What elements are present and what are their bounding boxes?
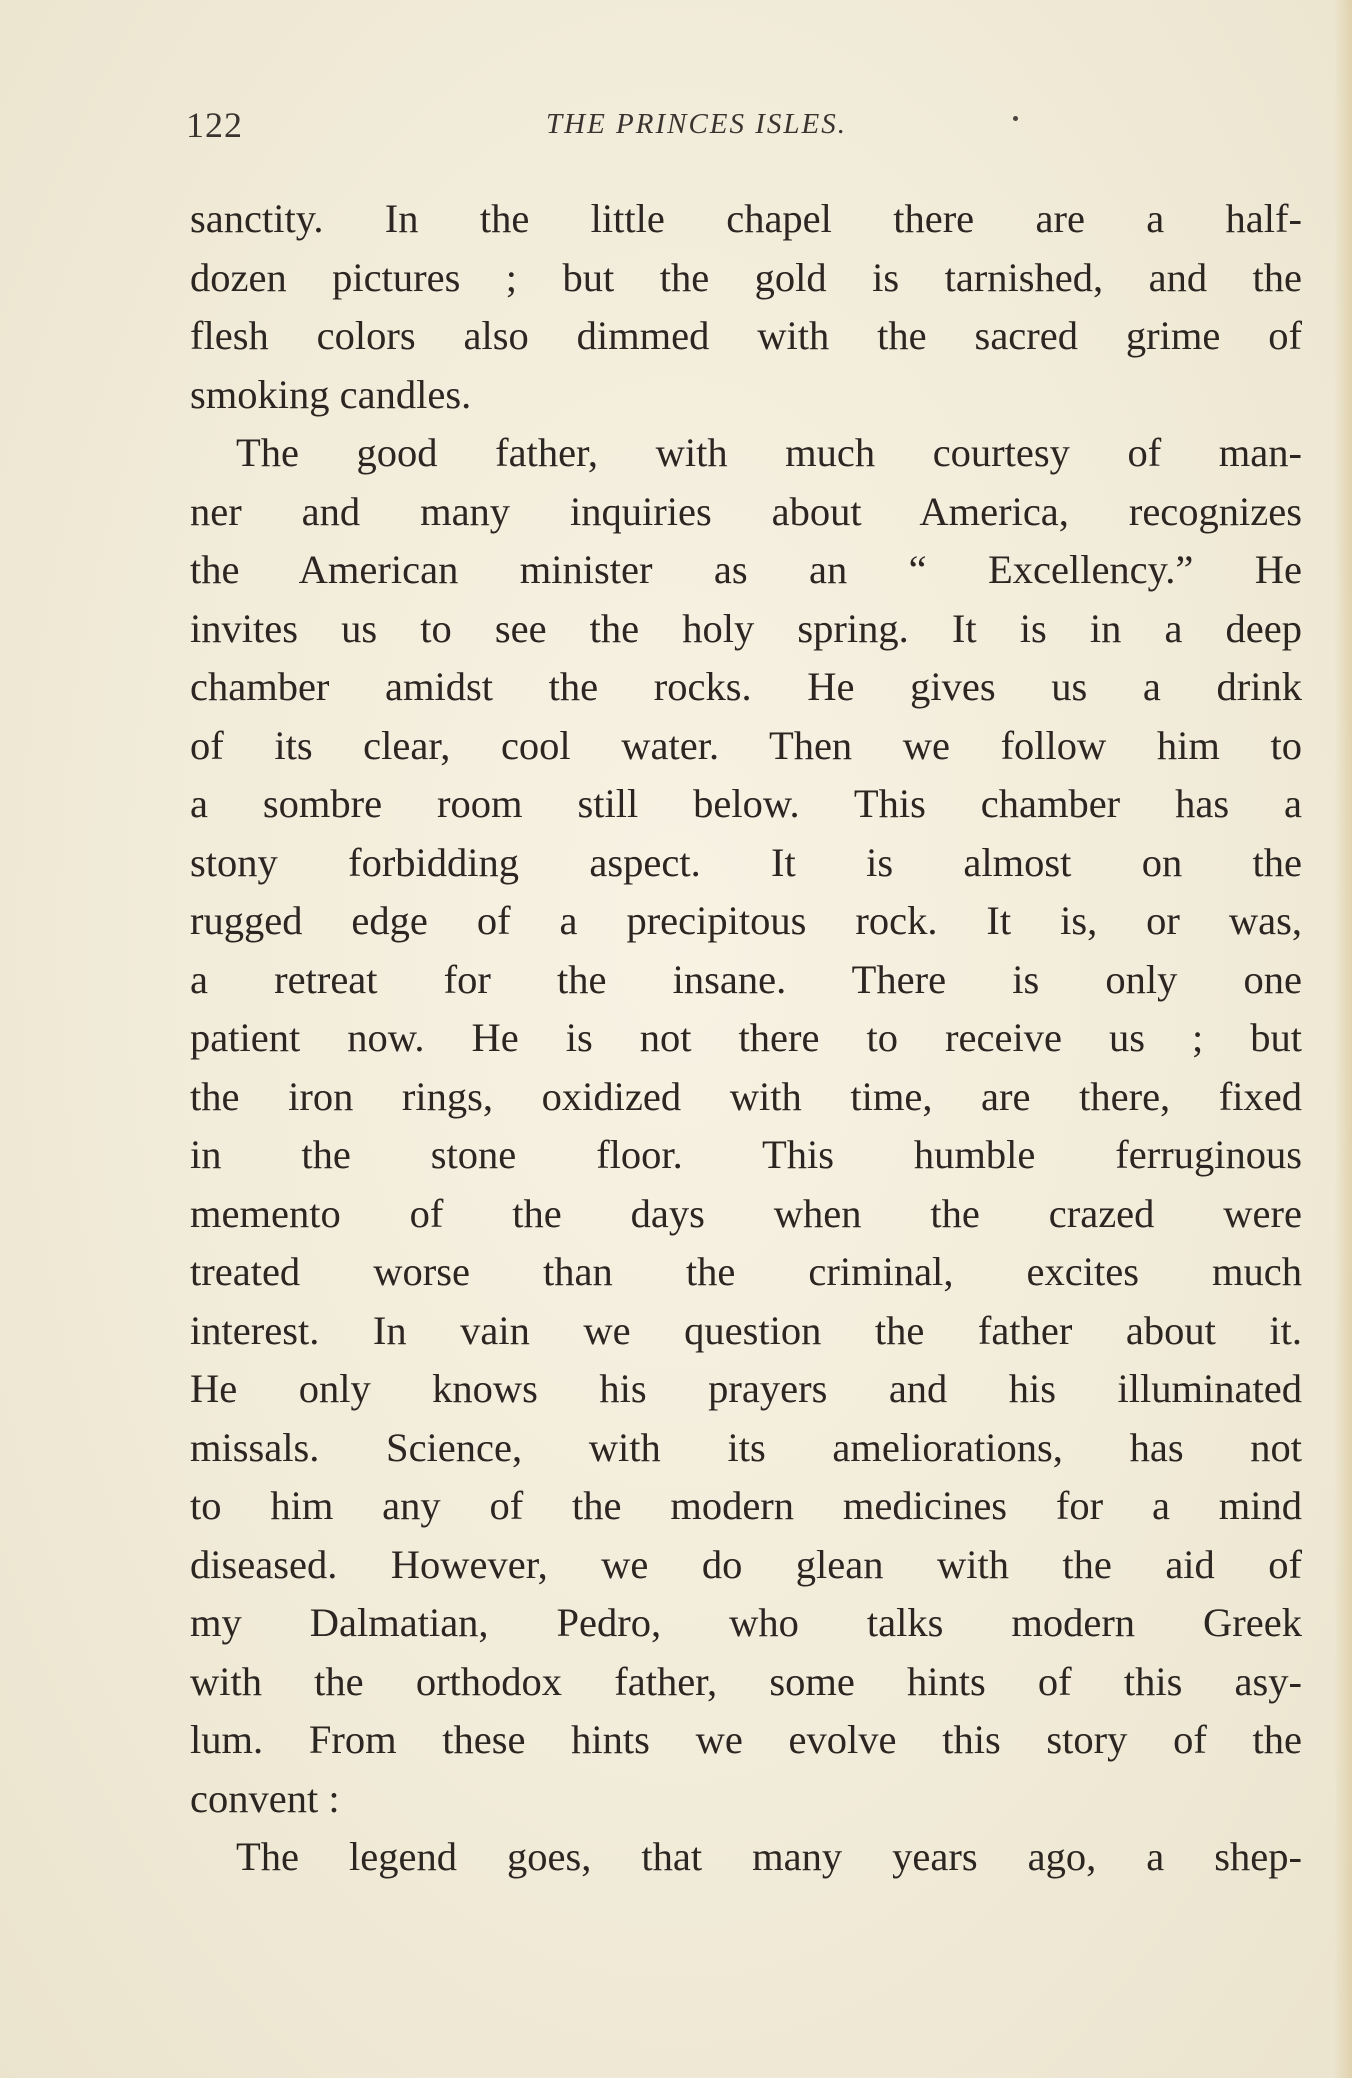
text-line: to him any of the modern medicines for a mind	[190, 1483, 1302, 1528]
text-line: the iron rings, oxidized with time, are there, fixed	[190, 1073, 1302, 1119]
text-line: missals. Science, with its ameliorations, has not	[190, 1424, 1302, 1470]
text-line: flesh colors also dimmed with the sacred grime of	[190, 313, 1302, 358]
text-line: smoking candles.	[190, 371, 472, 417]
page-edge-shadow	[1334, 0, 1352, 2078]
text-line: memento of the days when the crazed were	[190, 1190, 1302, 1236]
text-line: the American minister as an “ Excellency.” He	[190, 547, 1302, 592]
text-line: invites us to see the holy spring. It is in a deep	[190, 605, 1302, 651]
text-line: convent :	[190, 1775, 340, 1821]
text-line: a retreat for the insane. There is only one	[190, 956, 1302, 1002]
text-line: with the orthodox father, some hints of this asy-	[190, 1658, 1302, 1704]
text-line: stony forbidding aspect. It is almost on the	[190, 839, 1302, 885]
text-line: dozen pictures ; but the gold is tarnished, and the	[190, 254, 1302, 300]
text-line: ner and many inquiries about America, recognizes	[190, 488, 1302, 534]
text-line: patient now. He is not there to receive us ; but	[190, 1015, 1302, 1060]
text-line: sanctity. In the little chapel there are a half-	[190, 196, 1302, 241]
text-line: in the stone floor. This humble ferruginous	[190, 1132, 1302, 1177]
body-text	[190, 190, 1302, 1887]
ink-speck	[1013, 116, 1018, 121]
text-line: of its clear, cool water. Then we follow him to	[190, 722, 1302, 768]
text-line: chamber amidst the rocks. He gives us a drink	[190, 664, 1302, 709]
text-line: treated worse than the criminal, excites much	[190, 1249, 1302, 1294]
text-line: He only knows his prayers and his illuminated	[190, 1366, 1302, 1411]
text-line: diseased. However, we do glean with the aid of	[190, 1541, 1302, 1587]
page-number: 122	[186, 105, 243, 145]
text-line: rugged edge of a precipitous rock. It is, or was,	[190, 898, 1302, 943]
text-line: interest. In vain we question the father about it.	[190, 1307, 1302, 1353]
text-line: lum. From these hints we evolve this story of the	[190, 1717, 1302, 1762]
text-line: my Dalmatian, Pedro, who talks modern Greek	[190, 1600, 1302, 1645]
text-line: a sombre room still below. This chamber has a	[190, 781, 1302, 826]
text-line: The legend goes, that many years ago, a shep-	[236, 1834, 1302, 1879]
running-head: THE PRINCES ISLES.	[546, 108, 848, 140]
page-header	[186, 104, 1296, 148]
text-line: The good father, with much courtesy of man-	[236, 430, 1302, 475]
